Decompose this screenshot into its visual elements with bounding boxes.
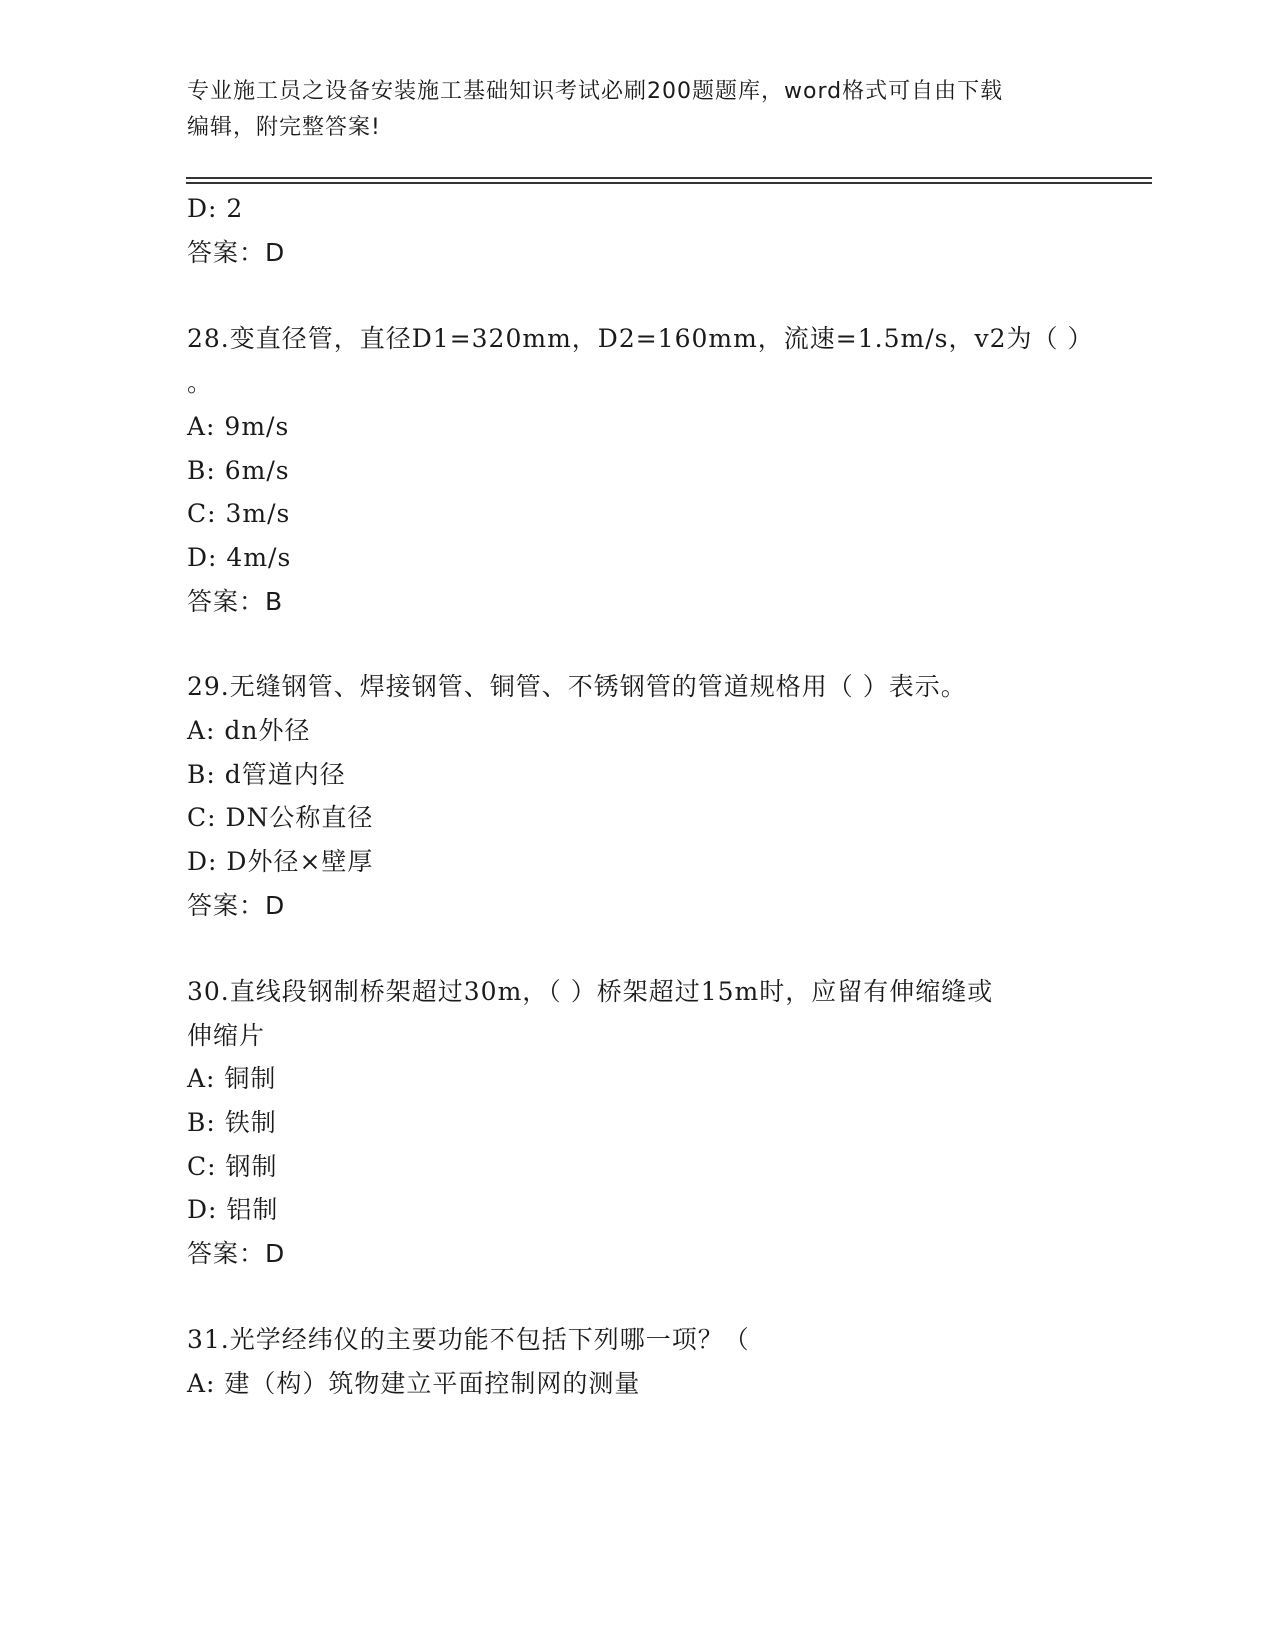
q29-option-b: B: d管道内径	[187, 760, 346, 789]
q29-stem: 29.无缝钢管、焊接钢管、铜管、不锈钢管的管道规格用（ ）表示。	[187, 672, 967, 701]
q30-option-b: B: 铁制	[187, 1108, 277, 1137]
q29-option-d: D: D外径×壁厚	[187, 847, 374, 876]
header-rule-bottom	[186, 182, 1152, 184]
q28-stem-line-2: 。	[187, 368, 214, 397]
q28-answer: 答案：B	[187, 587, 284, 616]
q28-option-a: A: 9m/s	[187, 412, 290, 441]
q30-stem-line-2: 伸缩片	[187, 1021, 266, 1050]
q30-option-a: A: 铜制	[187, 1064, 277, 1093]
q30-stem-line-1: 30.直线段钢制桥架超过30m，（ ）桥架超过15m时，应留有伸缩缝或	[187, 977, 994, 1006]
q29-option-c: C: DN公称直径	[187, 803, 374, 832]
q28-option-d: D: 4m/s	[187, 543, 292, 572]
document-header	[187, 74, 1087, 146]
header-title-line-1: 专业施工员之设备安装施工基础知识考试必刷200题题库，word格式可自由下载	[187, 79, 1004, 104]
q29-option-a: A: dn外径	[187, 716, 311, 745]
prev-answer: 答案：D	[187, 238, 286, 267]
q29-answer: 答案：D	[187, 891, 286, 920]
q28-option-b: B: 6m/s	[187, 456, 290, 485]
q31-stem: 31.光学经纬仪的主要功能不包括下列哪一项？（	[187, 1325, 750, 1354]
q30-answer: 答案：D	[187, 1239, 286, 1268]
q30-option-c: C: 钢制	[187, 1152, 278, 1181]
header-title-line-2: 编辑，附完整答案!	[187, 115, 381, 140]
q28-option-c: C: 3m/s	[187, 499, 291, 528]
header-rule-top	[186, 177, 1152, 179]
q30-option-d: D: 铝制	[187, 1195, 279, 1224]
prev-option-d: D: 2	[187, 194, 244, 223]
q31-option-a: A: 建（构）筑物建立平面控制网的测量	[187, 1369, 641, 1398]
q28-stem-line-1: 28.变直径管，直径D1=320mm，D2=160mm，流速=1.5m/s，v2为（ ）	[187, 324, 1094, 353]
